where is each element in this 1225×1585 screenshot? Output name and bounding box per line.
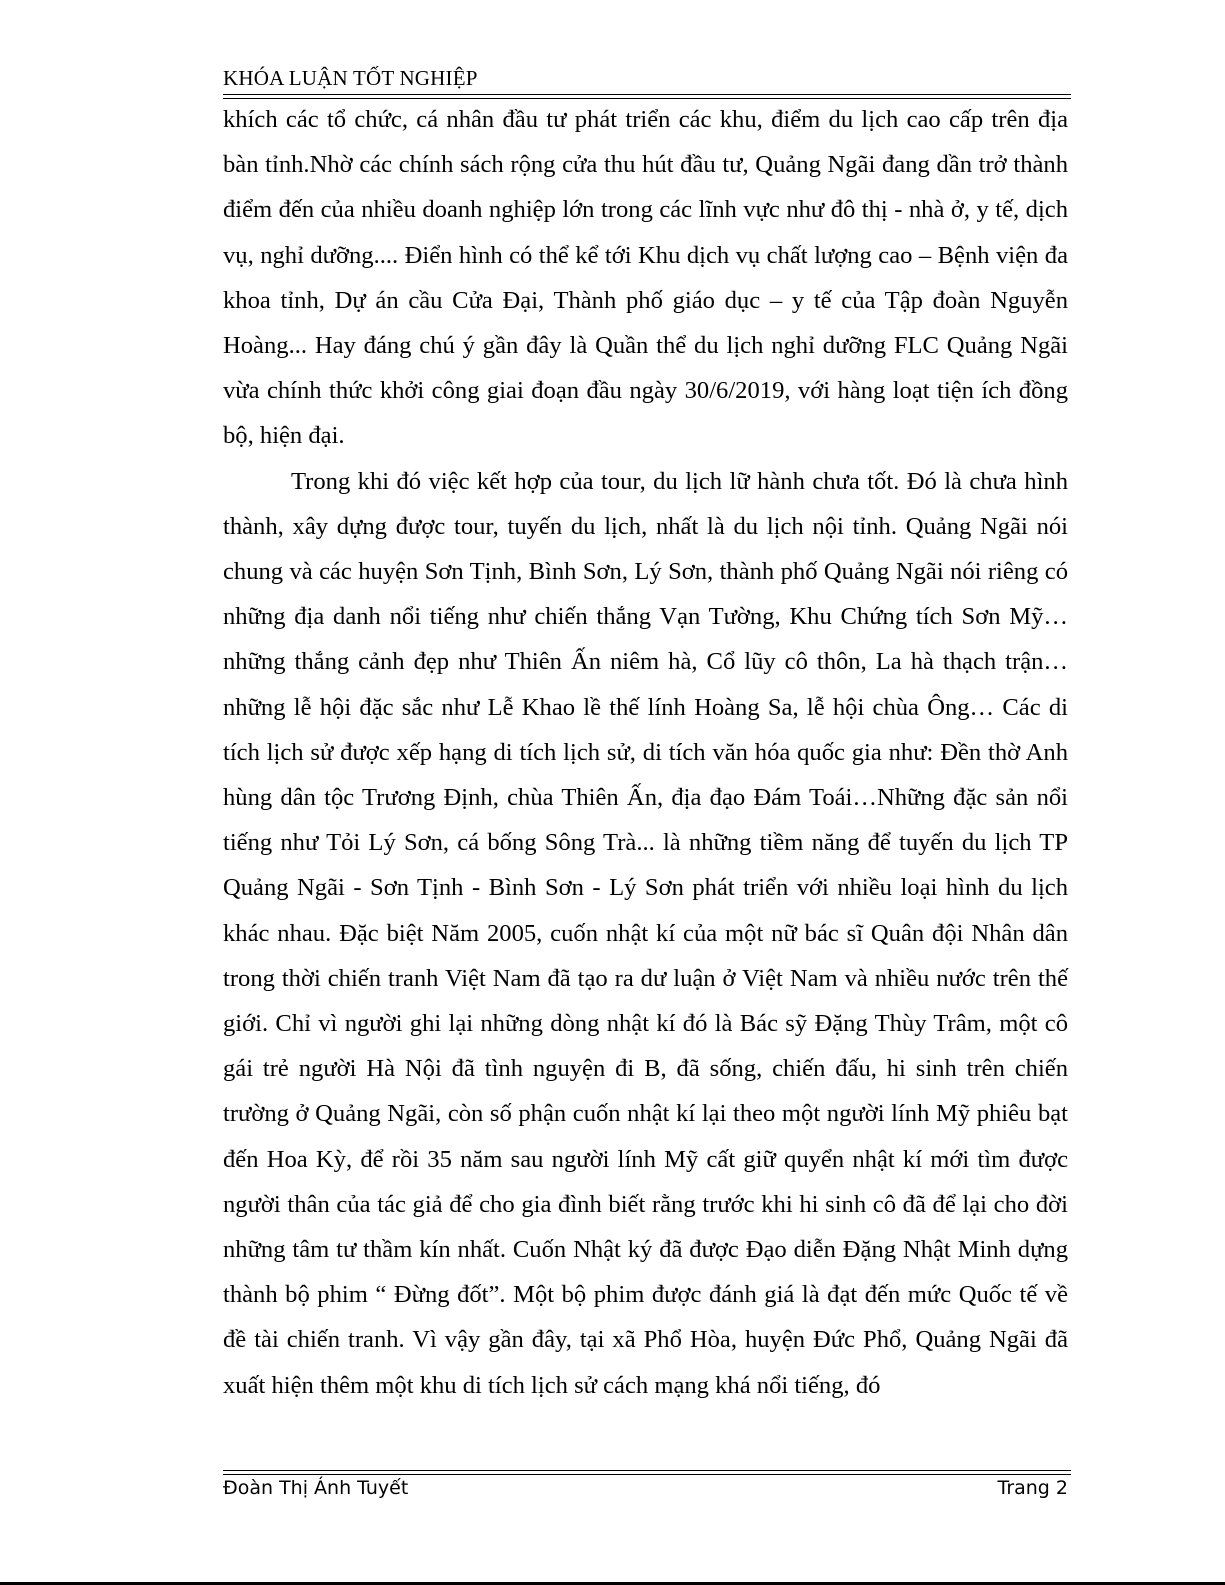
paragraph-2: Trong khi đó việc kết hợp của tour, du lịch lữ hành chưa tốt. Đó là chưa hình thành, xây dựng được tour, tuyến du lịch, nhất là du lịch nội tỉnh. Quảng Ngãi nói chung và các huyện Sơn Tịnh, Bình Sơn, Lý Sơn, thành phố Quảng Ngãi nói riêng có những địa danh nổi tiếng như chiến thắng Vạn Tường, Khu Chứng tích Sơn Mỹ…những thắng cảnh đẹp như Thiên Ấn niêm hà, Cổ lũy cô thôn, La hà thạch trận… những lễ hội đặc sắc như Lễ Khao lề thế lính Hoàng Sa, lễ hội chùa Ông… Các di tích lịch sử được xếp hạng di tích lịch sử, di tích văn hóa quốc gia như: Đền thờ Anh hùng dân tộc Trương Định, chùa Thiên Ấn, địa đạo Đám Toái…Những đặc sản nổi tiếng như Tỏi Lý Sơn, cá bống Sông Trà... là những tiềm năng để tuyến du lịch TP Quảng Ngãi - Sơn Tịnh - Bình Sơn - Lý Sơn phát triển với nhiều loại hình du lịch khác nhau. Đặc biệt Năm 2005, cuốn nhật kí của một nữ bác sĩ Quân đội Nhân dân trong thời chiến tranh Việt Nam đã tạo ra dư luận ở Việt Nam và nhiều nước trên thế giới. Chỉ vì người ghi lại những dòng nhật kí đó là Bác sỹ Đặng Thùy Trâm, một cô gái trẻ người Hà Nội đã tình nguyện đi B, đã sống, chiến đấu, hi sinh trên chiến trường ở Quảng Ngãi, còn số phận cuốn nhật kí lại theo một người lính Mỹ phiêu bạt đến Hoa Kỳ, để rồi 35 năm sau người lính Mỹ cất giữ quyển nhật kí mới tìm được người thân của tác giả để cho gia đình biết rằng trước khi hi sinh cô đã để lại cho đời những tâm tư thầm kín nhất. Cuốn Nhật ký đã được Đạo diễn Đặng Nhật Minh dựng thành bộ phim “ Đừng đốt”. Một bộ phim được đánh giá là đạt đến mức Quốc tế về đề tài chiến tranh. Vì vậy gần đây, tại xã Phổ Hòa, huyện Đức Phổ, Quảng Ngãi đã xuất hiện thêm một khu di tích lịch sử cách mạng khá nổi tiếng, đó <box>223 467 1068 1399</box>
paragraph-1: khích các tổ chức, cá nhân đầu tư phát triển các khu, điểm du lịch cao cấp trên địa bàn tỉnh.Nhờ các chính sách rộng cửa thu hút đầu tư, Quảng Ngãi đang dần trở thành điểm đến của nhiều doanh nghiệp lớn trong các lĩnh vực như đô thị - nhà ở, y tế, dịch vụ, nghỉ dưỡng.... Điển hình có thể kể tới Khu dịch vụ chất lượng cao – Bệnh viện đa khoa tỉnh, Dự án cầu Cửa Đại, Thành phố giáo dục – y tế của Tập đoàn Nguyễn Hoàng... Hay đáng chú ý gần đây là Quần thể du lịch nghỉ dưỡng FLC Quảng Ngãi vừa chính thức khởi công giai đoạn đầu ngày 30/6/2019, với hàng loạt tiện ích đồng bộ, hiện đại. <box>223 106 1068 450</box>
page-header-title: KHÓA LUẬN TỐT NGHIỆP <box>223 66 478 90</box>
footer-page-number: Trang 2 <box>997 1477 1068 1499</box>
header-rule-thick <box>223 94 1071 95</box>
footer-author: Đoàn Thị Ánh Tuyết <box>223 1477 409 1499</box>
body-text <box>223 97 1068 1408</box>
footer-rule-thick <box>223 1470 1071 1471</box>
